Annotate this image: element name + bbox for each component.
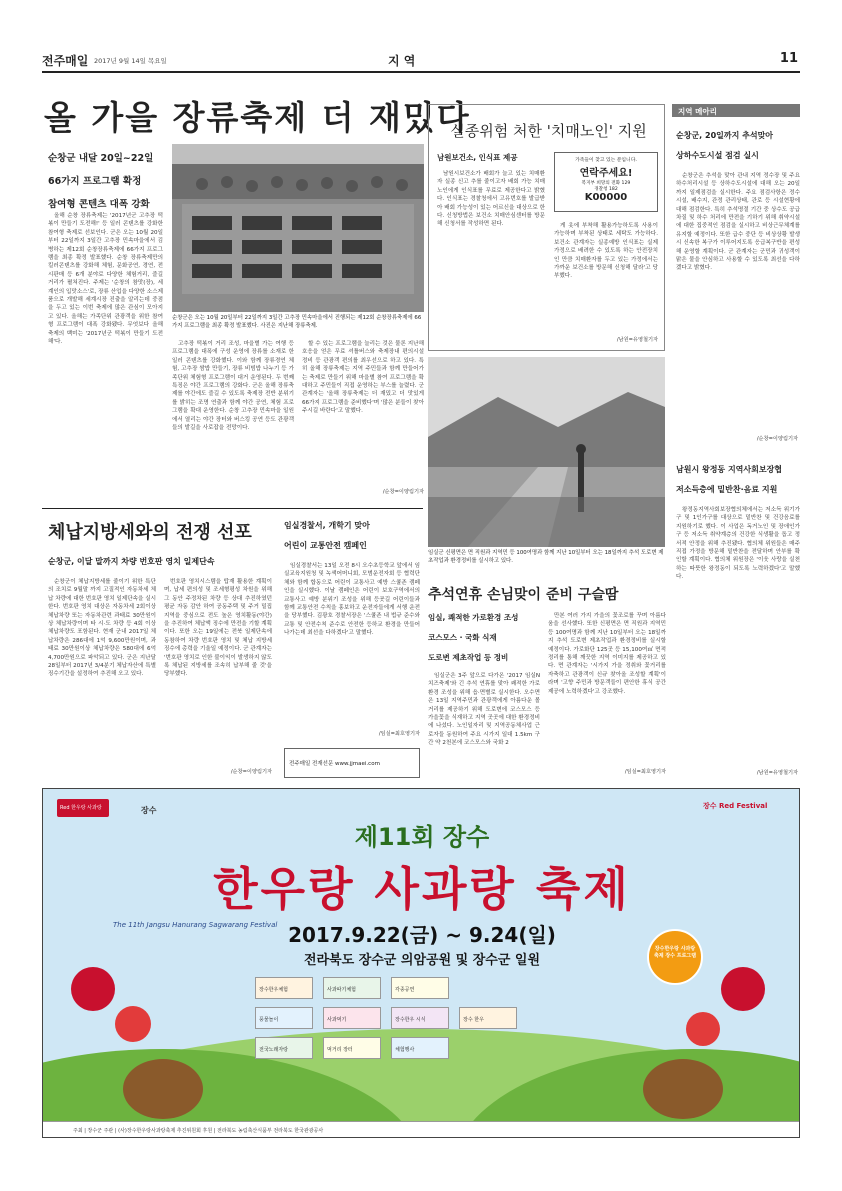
poster-line-5: K00000	[584, 192, 628, 203]
program-tile-4: 풍물놀이	[255, 1007, 313, 1029]
school-byline: /임실=최호영기자	[378, 731, 420, 737]
main-subhead-2: 66가지 프로그램 확정	[48, 176, 142, 187]
school-headline: 임실경찰서, 개학기 맞아	[284, 521, 370, 530]
program-tile-6: 장수한우 시식	[391, 1007, 449, 1029]
dementia-poster	[554, 152, 658, 212]
program-tile-7: 장수 한우	[459, 1007, 517, 1029]
ad-logo-left	[57, 799, 109, 817]
school-body: 임실경찰서는 13일 오전 8시 오수초등학교 앞에서 임실교육지원청 및 녹색어머니회, 모범운전자회 등 협력단체와 함께 합동으로 어린이 교통사고 예방 스쿨존 캠페인을 실시했다. 이날 캠페인은 어린이 보호구역에서의 교통사고 예방 분위기 조성을 위해 등굣길 어린이들과 함께 교통안전 수칙을 홍보하고 운전자들에게 서행 운전을 당부했다. 김광호 경찰서장은 '스쿨존 내 법규 준수와 교통 및 안전수칙 준수로 안전한 등하교 환경을 만들어 나가는데 최선을 다하겠다'고 말했다.	[284, 563, 420, 637]
poster-line-3: 복지부 희망의 전화 129	[581, 181, 631, 186]
ad-footer	[43, 1121, 800, 1138]
tax-headline: 체납지방세와의 전쟁 선포	[48, 522, 252, 543]
chuseok-subhead-2: 코스모스 · 국화 식재	[428, 633, 497, 642]
ad-sponsor: 장수	[141, 806, 157, 815]
dementia-body-col2: 게 옷에 부착해 활용가능하도록 사용이 가능하며 부착된 상태로 세탁도 가능하다. 보건소 관계자는 실종예방 인식표는 실제 가정으로 배려한 수 있도록 하는 안전장치인 만큼 치매환자를 두고 있는 가정에서는 가까운 보건소를 방문해 신청해 달라'고 당부했다.	[554, 223, 658, 280]
tax-rule	[42, 508, 423, 509]
ad-program-grid	[255, 977, 589, 1103]
chuseok-subheads	[428, 612, 518, 663]
ad-side-text: The 11th Jangsu Hanurang Sagwarang Festival	[113, 921, 278, 929]
main-body-col3: 할 수 있는 프로그램을 늘리는 것은 물론 지난해 호응을 얻은 무료 셔틀버스와 축제장내 편의시설 정비 등 관광객 편의를 최우선으로 하고 있다. 특히 올해 장류축제는 지역 주민들과 함께 만들어가는 축제로 만들기 위해 마을별 참여 프로그램을 확대하고 주민들이 직접 운영하는 부스를 늘렸다. 군 관계자는 '올해 장류축제는 더 재밌고 더 맛있게 66가지 프로그램을 준비했다'며 '많은 분들이 찾아 주시길 바란다'고 말했다.	[302, 341, 424, 415]
poster-line-4: 경찰청 182	[594, 187, 618, 192]
chuseok-subhead-1: 임실, 쾌적한 가로환경 조성	[428, 613, 519, 622]
program-tile-8: 전국노래자랑	[255, 1037, 313, 1059]
ad-brand-right: 장수 Red Festival	[703, 802, 768, 810]
ad-logo-left-text: Red 한우랑 사과랑	[60, 805, 102, 811]
chuseok-byline: /임실=최호영기자	[624, 769, 666, 775]
right-story2-headline: 남원시 왕정동 지역사회보장협	[676, 465, 783, 474]
dementia-byline: /남원=유영철기자	[616, 337, 658, 343]
program-tile-3: 각종공연	[391, 977, 449, 999]
dementia-body-col1: 남원시보건소가 배회가 늘고 있는 치매환자 실종 신고 추를 줄이고자 배회 가능 치매노인에게 인식표를 무료로 제공한다고 밝혔다. 인식표는 경찰청에서 고유번호를 발급받아 배회 가능성이 있는 어르신을 대상으로 한다. 신청방법은 보건소 치매안심센터를 방문해 신청서를 작성하면 된다.	[437, 171, 545, 228]
main-photo	[172, 144, 424, 312]
roadside-photo	[428, 357, 665, 547]
right-story1-body: 순창군은 추석을 맞아 관내 지역 정수장 및 주요 하수처리시설 등 상하수도시설에 대해 오는 20일까지 일제점검을 실시한다. 주요 점검사항은 정수시설, 배수지, 관정 관리상태, 관로 등 시설현황에 대해 점검한다. 특히 추석명절 기간 중 상수도 공급 차질 및 하수 처리에 만전을 기하기 위해 취약시설에 대한 집중적인 점검을 실시하고 비상근무체계를 유지할 예정이다. 또한 급수 중단 등 비상상황 발생 시 신속한 복구가 이루어지도록 응급복구반을 편성해 운영할 계획이다. 군 관계자는 군민과 귀성객이 맑은 물을 안심하고 사용할 수 있도록 최선을 다하겠다고 밝혔다.	[676, 173, 800, 272]
right-story2-body: 왕정동지역사회보장협의체에서는 저소득 위기가구 및 1인가구를 대상으로 밑반찬 및 건강음료를 지원하기로 했다. 이 사업은 독거노인 및 장애인가구 등 저소득 취약계층의 건강한 식생활을 돕고 정서적 안정을 위해 추진됐다. 협의체 위원들은 매주 직접 가정을 방문해 밑반찬을 전달하며 안부를 확인할 계획이다. 협의체 위원장은 '이웃 사랑을 실천하는 따뜻한 왕정동이 되도록 노력하겠다'고 말했다.	[676, 507, 800, 581]
chuseok-body-col2: 만본 여러 가지 가을의 꽃조로를 꾸며 아름다움을 선사했다. 또한 신평면은 면 직원과 지역민 등 100여명과 함께 지난 10일부터 오는 18일까지 추석 도로변 제초작업과 환경정비를 실시할 예정이다. 가로화단 125곳 등 15,100여㎡ 면적 정리를 통해 깨끗한 지역 이미지를 제공하고 있다. 면 관계자는 '시가지 가을 정취와 꽃거리를 자축하고 관광객이 신규 찾아올 조성할 계획'이라며 '고향 주민과 방문객들이 편안한 휴식 공간 제공에 노력하겠다'고 강조했다.	[548, 613, 666, 695]
dementia-headline: 실종위험 처한 '치매노인' 지원	[450, 122, 647, 140]
program-tile-2: 사과따기체험	[323, 977, 381, 999]
ad-venue: 전라북도 장수군 의암공원 및 장수군 일원	[303, 953, 541, 968]
mini-ad-box	[284, 748, 420, 778]
mini-ad-text: 전주매일 전재선문 www.jjmaei.com	[289, 761, 380, 767]
ad-footer-text: 주최 | 장수군 주관 | (사)장수한우랑사과랑축제 추진위원회 후원 | 전라북도 농림축산식품부 전라북도 한국관광공사	[73, 1128, 324, 1134]
right-story2-byline: /남원=유영철기자	[756, 770, 798, 776]
right-story2-subhead: 저소득층에 밑반찬·음료 지원	[676, 485, 778, 494]
dementia-subhead: 남원보건소, 인식표 제공	[437, 153, 518, 162]
tax-byline: /순창=이양림기자	[230, 769, 272, 775]
ad-badge	[647, 929, 703, 985]
chuseok-subhead-3: 도로변 제초작업 등 정비	[428, 653, 509, 662]
ad-title-main: 한우랑 사과랑 축제	[213, 862, 631, 916]
tax-body-col1: 순창군이 체납지방세를 줄이기 위한 특단의 조치로 9월말 까지 고질적인 자동차세 체납 차량에 대한 번호판 영치 일제단속을 실시한다. 번호판 영치 대상은 자동차세 2회이상 체납차량 또는 자동차관련 과태료 30만원이상 체납차량이며 타 시·도 차량 등 4회 이상 체납차량도 포함된다. 현재 군내 2017일 체납차량은 286대에 1억 9,600만원이며, 과태료 30만원이상 체납차량은 580대에 6억 4,700만원으로 파악되고 있다. 군은 지난달 28일부터 2017년 3/4분기 체납자산에 특별 징수기간을 설정하여 추진해 오고 있다.	[48, 579, 156, 678]
right-story1-headline: 순창군, 20일까지 추석맞아	[676, 131, 774, 140]
main-subhead-3: 참여형 콘텐츠 대폭 강화	[48, 199, 150, 210]
chuseok-headline: 추석연휴 손님맞이 준비 구슬땀	[428, 587, 619, 603]
roadside-photo-caption: 임실군 신평면은 면 직원과 지역민 등 100여명과 함께 지난 10일부터 오는 18일까지 추석 도로변 제초작업과 환경정비를 실시하고 있다.	[428, 550, 664, 564]
chuseok-body-col1: 임실군은 3주 앞으로 다가온 '2017 임실N치즈축제'와 긴 추석 연휴를 맞아 쾌적한 가로환경 조성을 위해 읍·면별로 실시한다. 오수면은 13일 지역주민과 관광객에게 아름다운 볼거리를 제공하기 위해 도로변에 코스모스 등 가을꽃을 식재하고 지역 곳곳에 대한 환경정비에 나섰다. 노인일자리 및 지역공동체사업 근로자들 동원하여 주요 시가지 일대 1.5km 구간 약 2천본에 코스모스와 국화 2	[428, 673, 540, 747]
column-label-text: 지역 메아리	[678, 107, 717, 116]
tax-subhead: 순창군, 이달 말까지 차량 번호판 영치 일제단속	[48, 557, 215, 566]
main-subheads	[48, 150, 163, 210]
section-name: 지 역	[388, 54, 416, 68]
main-headline: 올 가을 장류축제 더 재밌다	[44, 98, 471, 137]
issue-date: 2017년 9월 14일 목요일	[94, 57, 167, 65]
main-body-col1: 올해 순창 장류축제는 '2017년군 고추장 떡볶이 만들기 도전해!' 등 일러 콘텐츠를 강화한 참여형 축제로 선보인다. 군은 오는 10월 20일부터 22일까지 3일간 고추장 민속마을에서 김병하는 제12회 순창장류축제에 66가지 프로그램을 최종 확정 발표했다. 순창 장류축제만의 킬러콘텐츠를 강화해 체험, 문화공연, 경연, 전시판매 등 6개 분야로 다양한 체험거리, 즐길 거리가 펼쳐진다. 주제는 '순창의 참맛(장), 세계인의 입맛소스'로, 장류 산업을 다양한 소스제품으로 개발해 세계시장 진출을 알리는데 중점을 두고 있는 이번 축제에 많은 관심이 모아지고 있다. 올해는 가족단위 관광객을 위한 참여형 프로그램이 대폭 강화됐다. 무엇보다 올해 축제의 백미는 '2017년군 떡볶이 만들기 도전해'다.	[48, 213, 163, 346]
school-subhead: 어린이 교통안전 캠페인	[284, 541, 367, 550]
program-tile-9: 먹거리 장터	[323, 1037, 381, 1059]
ad-dates: 2017.9.22(금) ~ 9.24(일)	[288, 923, 556, 947]
page-number: 11	[779, 51, 798, 66]
road-work-photo	[428, 357, 665, 547]
main-photo-caption: 순창군은 오는 10월 20일부터 22일까지 3일간 고추장 민속마을에서 진행되는 제12회 순창장류축제에 66가지 프로그램을 최종 확정 발표했다. 사진은 지난해 장류축제.	[172, 315, 422, 329]
right-story1-byline: /순창=이양림기자	[756, 436, 798, 442]
ad-title-prefix: 제11회 장수	[354, 823, 490, 851]
program-tile-1: 장수한우체험	[255, 977, 313, 999]
header-rule	[42, 71, 800, 73]
ad-badge-text: 장수한우랑 사과랑축제 장수 프로그램	[653, 946, 697, 959]
program-tile-5: 사과먹기	[323, 1007, 381, 1029]
main-byline: /순창=이양림기자	[382, 489, 424, 495]
festival-ad	[42, 788, 800, 1138]
paper-name: 전주매일	[42, 54, 89, 68]
program-tile-10: 체험행사	[391, 1037, 449, 1059]
poster-line-2: 연락주세요!	[579, 168, 633, 179]
tax-body-col2: 번호판 영치시스템을 탑재 활용한 계획이며, 납세 편의성 및 조세형평성 차원을 위해 그 동안 주정차된 차량 등 상대 추진하였던 평균 자동 감안 하여 공동주택 및 주거 밀집지역을 중심으로 전도 높은 영치활동(야간)을 추진하여 체납액 징수에 만전을 기할 계획이다. 또한 오는 19일에는 전북 일제단속에 동참하여 차량 번호판 영치 및 체납 지방세 징수에 총력을 기울일 예정이다. 군 관계자는 '번호판 영치로 인한 불이익이 발생하지 않도록 체납된 지방세를 조속히 납부해 줄 것'을 당부했다.	[164, 579, 272, 678]
festival-crowd-photo	[172, 144, 424, 312]
right-story1-subhead: 상하수도시설 점검 실시	[676, 151, 759, 160]
poster-line-1: 가족들이 찾고 있는 분입니다.	[575, 158, 637, 163]
page-header	[42, 50, 800, 70]
main-body-col2: 고추장 떡볶이 거리 조성, 마을별 가는 여행 등 프로그램을 대폭에 구성 운영에 장류를 소재로 한 일러 콘텐츠를 강화했다. 이와 함께 장류경연 체험, 고추장 쌈밥 만들기, 장류 비빔밥 나누기 등 가족단위 체험형 프로그램이 대거 운영된다. 두 번째 특징은 야간 프로그램의 강화다. 군은 올해 장류축제를 야간에도 즐길 수 있도록 축제장 전반 분위기를 밝히는 조명 연출과 함께 야간 공연, 체험 프로그램을 확대 운영한다. 순창 고추장 민속마을 일원에서 열리는 야간 장터와 버스킹 공연 등도 관광객들의 발길을 사로잡을 전망이다.	[172, 341, 294, 432]
main-subhead-1: 순창군 내달 20일~22일	[48, 153, 154, 164]
right-column-label	[672, 104, 800, 117]
